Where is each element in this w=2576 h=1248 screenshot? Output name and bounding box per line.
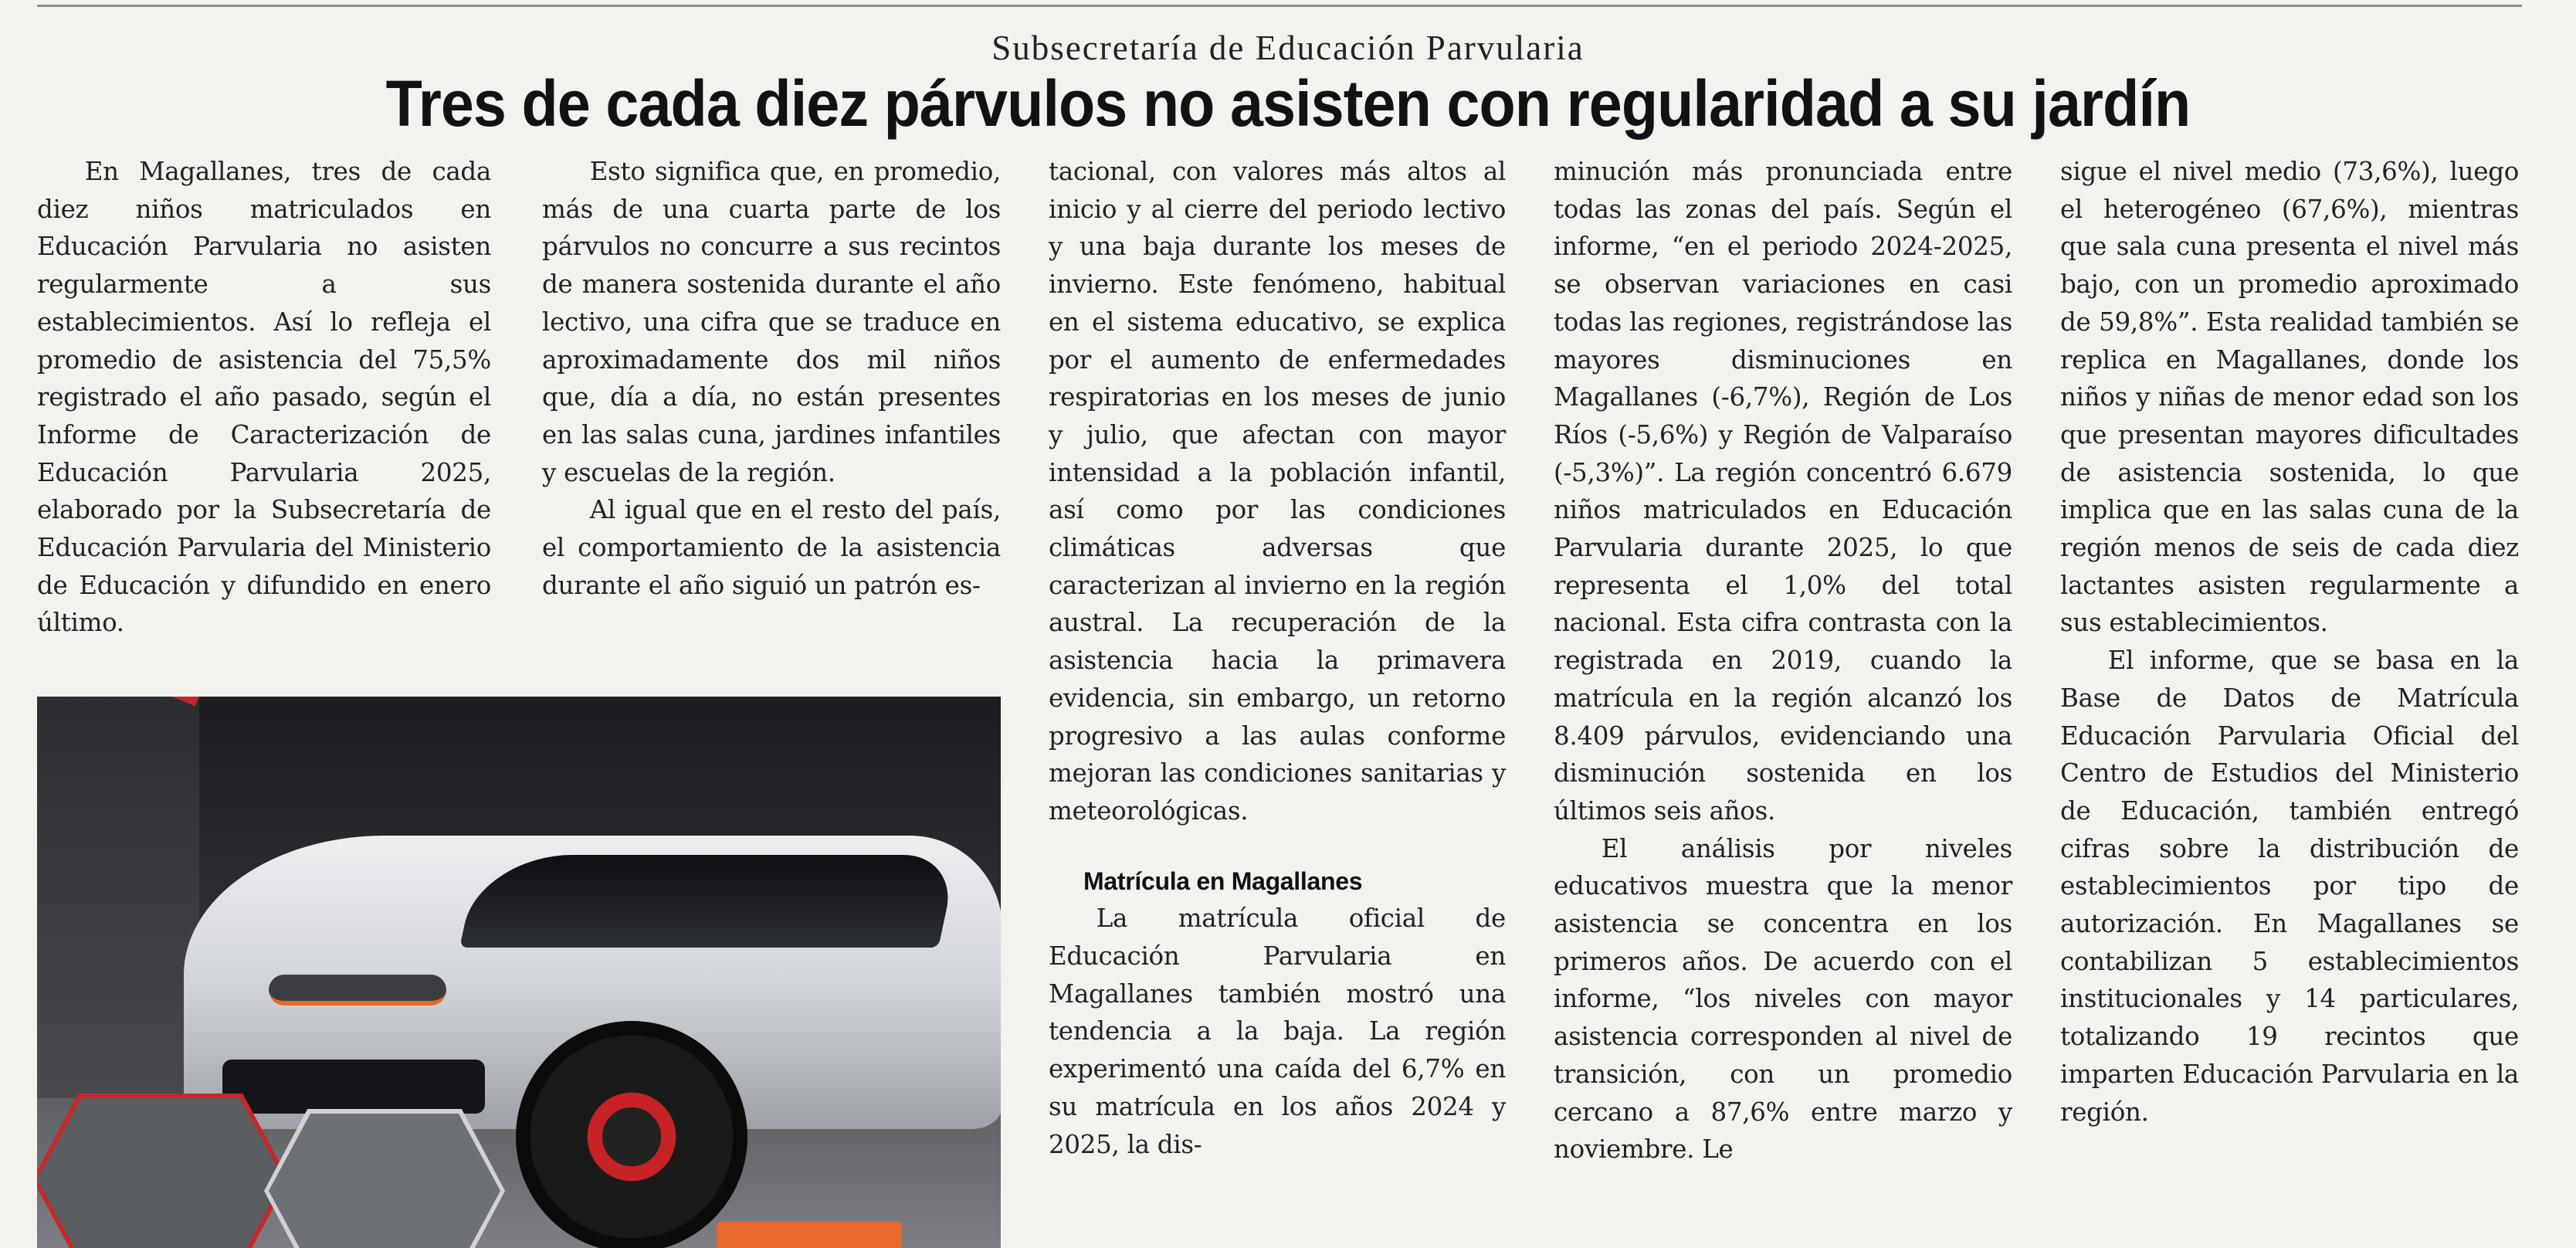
paragraph: Esto significa que, en promedio, más de una cuarta parte de los párvulos no concurre a sus recintos de manera sostenida durante el año lectivo, una cifra que se traduce en aproximadamente dos mil niños que, día a día, no están presentes en las salas cuna, jardines infantiles y escuelas de la región. bbox=[542, 157, 1001, 487]
top-rule bbox=[37, 5, 2522, 7]
paragraph: tacional, con valores más altos al inicio y al cierre del periodo lectivo y una baja durante los meses de invierno. Este fenómeno, habitual en el sistema educativo, se explica por el aumento de enfermedades respiratorias en los meses de junio y julio, que afectan con mayor intensidad a la población infantil, así como por las condiciones climáticas adversas que caracterizan al invierno en la región austral. La recuperación de la asistencia hacia la primavera evidencia, sin embargo, un retorno progresivo a las aulas conforme mejoran las condiciones sanitarias y meteorológicas. bbox=[1049, 157, 1506, 826]
car-wheel bbox=[516, 1021, 747, 1248]
paragraph: Al igual que en el resto del país, el comportamiento de la asistencia durante el año siguió un patrón es- bbox=[542, 495, 1001, 600]
advertisement-photo bbox=[37, 697, 1001, 1248]
subheading: Matrícula en Magallanes bbox=[1083, 866, 1363, 895]
hexagon-photo-2 bbox=[269, 1114, 500, 1248]
paragraph: El informe, que se basa en la Base de Datos de Matrícula Educación Parvularia Oficial del Centro de Estudios del Ministerio de Educación, también entregó cifras sobre la distribución de establecimientos por tipo de autorización. En Magallanes se contabilizan 5 establecimientos institucionales y 14 particulares, totalizando 19 recintos que imparten Educación Parvularia en la región. bbox=[2060, 646, 2519, 1127]
column-5 bbox=[2060, 153, 2519, 1131]
column-2 bbox=[542, 153, 1001, 604]
paragraph: La matrícula oficial de Educación Parvularia en Magallanes también mostró una tendencia a la baja. La región experimentó una caída del 6,7% en su matrícula en los años 2024 y 2025, la dis- bbox=[1049, 904, 1506, 1159]
paragraph: sigue el nivel medio (73,6%), luego el heterogéneo (67,6%), mientras que sala cuna presenta el nivel más bajo, con un promedio aproximado de 59,8%”. Esta realidad también se replica en Magallanes, donde los niños y niñas de menor edad son los que presentan mayores dificultades de asistencia sostenida, lo que implica que en las salas cuna de la región menos de seis de cada diez lactantes asisten regularmente a sus establecimientos. bbox=[2060, 157, 2519, 638]
column-4 bbox=[1554, 153, 2012, 1168]
paragraph: El análisis por niveles educativos muestra que la menor asistencia se concentra en los primeros años. De acuerdo con el informe, “los niveles con mayor asistencia corresponden al nivel de transición, con un promedio cercano a 87,6% entre marzo y noviembre. Le bbox=[1554, 833, 2012, 1165]
car-headlight bbox=[269, 975, 446, 1006]
paragraph: En Magallanes, tres de cada diez niños matriculados en Educación Parvularia no asisten regularmente a sus establecimientos. Así lo refleja el promedio de asistencia del 75,5% registrado el año pasado, según el Informe de Caracterización de Educación Parvularia 2025, elaborado por la Subsecretaría de Educación Parvularia del Ministerio de Educación y difundido en enero último. bbox=[37, 157, 491, 638]
orange-tab bbox=[717, 1222, 902, 1248]
hexagon-photo-1 bbox=[37, 1098, 284, 1248]
article-headline: Tres de cada diez párvulos no asisten con regularidad a su jardín bbox=[385, 67, 2191, 140]
car-window bbox=[459, 855, 958, 948]
column-3 bbox=[1049, 153, 1506, 1163]
section-kicker: Subsecretaría de Educación Parvularia bbox=[991, 29, 1585, 67]
car-grille bbox=[222, 1060, 485, 1114]
column-1 bbox=[37, 153, 491, 642]
paragraph: minución más pronunciada entre todas las zonas del país. Según el informe, “en el periodo 2024-2025, se observan variaciones en casi todas las regiones, registrándose las mayores disminuciones en Magallanes (-6,7%), Región de Los Ríos (-5,6%) y Región de Valparaíso (-5,3%)”. La región concentró 6.679 niños matriculados en Educación Parvularia durante 2025, lo que representa el 1,0% del total nacional. Esta cifra contrasta con la registrada en 2019, cuando la matrícula en la región alcanzó los 8.409 párvulos, evidenciando una disminución sostenida en los últimos seis años. bbox=[1554, 157, 2012, 826]
